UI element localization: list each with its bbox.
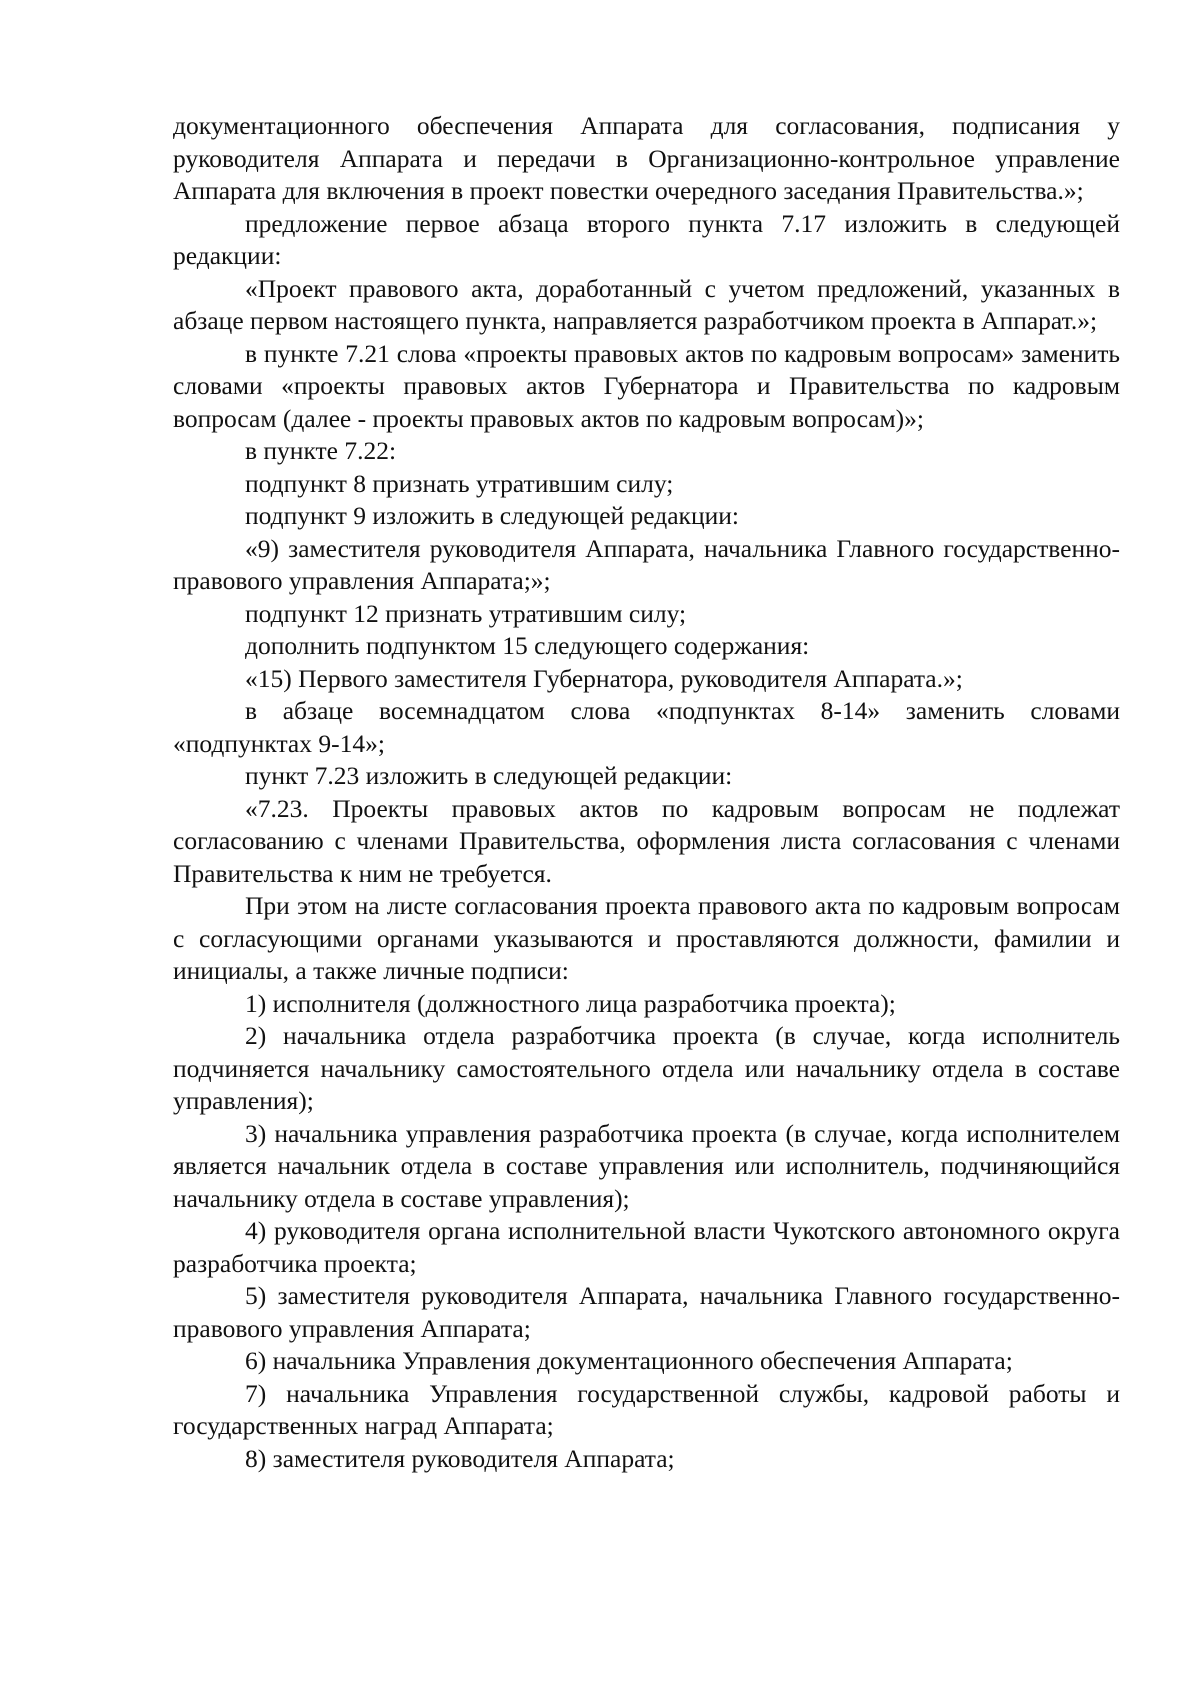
paragraph-eighteenth-abzac: в абзаце восемнадцатом слова «подпунктах 8-14» заменить словами «подпунктах 9-14»; xyxy=(173,696,1120,758)
paragraph-add-subitem-15: дополнить подпунктом 15 следующего содержания: xyxy=(245,631,810,660)
list-item-8: 8) заместителя руководителя Аппарата; xyxy=(245,1443,675,1473)
list-item-6: 6) начальника Управления документационного обеспечения Аппарата; xyxy=(245,1346,1013,1375)
document-page xyxy=(173,110,1120,1475)
list-item-4: 4) руководителя органа исполнительной власти Чукотского автономного округа разработчика проекта; xyxy=(173,1216,1120,1278)
list-item-1: 1) исполнителя (должностного лица разработчика проекта); xyxy=(245,988,896,1018)
paragraph-amendment-7-22: в пункте 7.22: xyxy=(245,436,397,465)
list-item-2: 2) начальника отдела разработчика проекта (в случае, когда исполнитель подчиняется начальнику самостоятельного отдела или начальнику отдела в составе управления); xyxy=(173,1021,1120,1115)
list-item-7: 7) начальника Управления государственной службы, кадровой работы и государственных наград Аппарата; xyxy=(173,1378,1120,1440)
paragraph-continuation: документационного обеспечения Аппарата для согласования, подписания у руководителя Аппарата и передачи в Организационно-контрольное управление Аппарата для включения в проект повестки очередного заседания Правительства.»; xyxy=(173,111,1120,205)
paragraph-amendment-7-17: предложение первое абзаца второго пункта 7.17 изложить в следующей редакции: xyxy=(173,208,1120,270)
list-item-3: 3) начальника управления разработчика проекта (в случае, когда исполнителем является начальник отдела в составе управления или исполнитель, подчиняющийся начальнику отдела в составе управления); xyxy=(173,1118,1120,1213)
paragraph-subitem-8: подпункт 8 признать утратившим силу; xyxy=(245,468,674,498)
paragraph-quoted-7-17: «Проект правового акта, доработанный с учетом предложений, указанных в абзаце первом настоящего пункта, направляется разработчиком проекта в Аппарат.»; xyxy=(173,273,1120,335)
paragraph-subitem-9: подпункт 9 изложить в следующей редакции: xyxy=(245,501,739,530)
paragraph-quoted-subitem-9: «9) заместителя руководителя Аппарата, начальника Главного государственно-правового управления Аппарата;»; xyxy=(173,533,1120,595)
paragraph-quoted-subitem-15: «15) Первого заместителя Губернатора, руководителя Аппарата.»; xyxy=(245,663,963,693)
list-item-5: 5) заместителя руководителя Аппарата, начальника Главного государственно-правового управления Аппарата; xyxy=(173,1281,1120,1343)
paragraph-amendment-7-23: пункт 7.23 изложить в следующей редакции: xyxy=(245,761,733,790)
paragraph-approval-sheet: При этом на листе согласования проекта правового акта по кадровым вопросам с согласующими органами указываются и проставляются должности, фамилии и инициалы, а также личные подписи: xyxy=(173,891,1120,985)
paragraph-subitem-12: подпункт 12 признать утратившим силу; xyxy=(245,598,687,628)
paragraph-amendment-7-21: в пункте 7.21 слова «проекты правовых актов по кадровым вопросам» заменить словами «проекты правовых актов Губернатора и Правительства по кадровым вопросам (далее - проекты правовых актов по кадровым вопросам)»; xyxy=(173,338,1120,433)
paragraph-quoted-7-23: «7.23. Проекты правовых актов по кадровым вопросам не подлежат согласованию с членами Правительства, оформления листа согласования с членами Правительства к ним не требуется. xyxy=(173,793,1120,888)
